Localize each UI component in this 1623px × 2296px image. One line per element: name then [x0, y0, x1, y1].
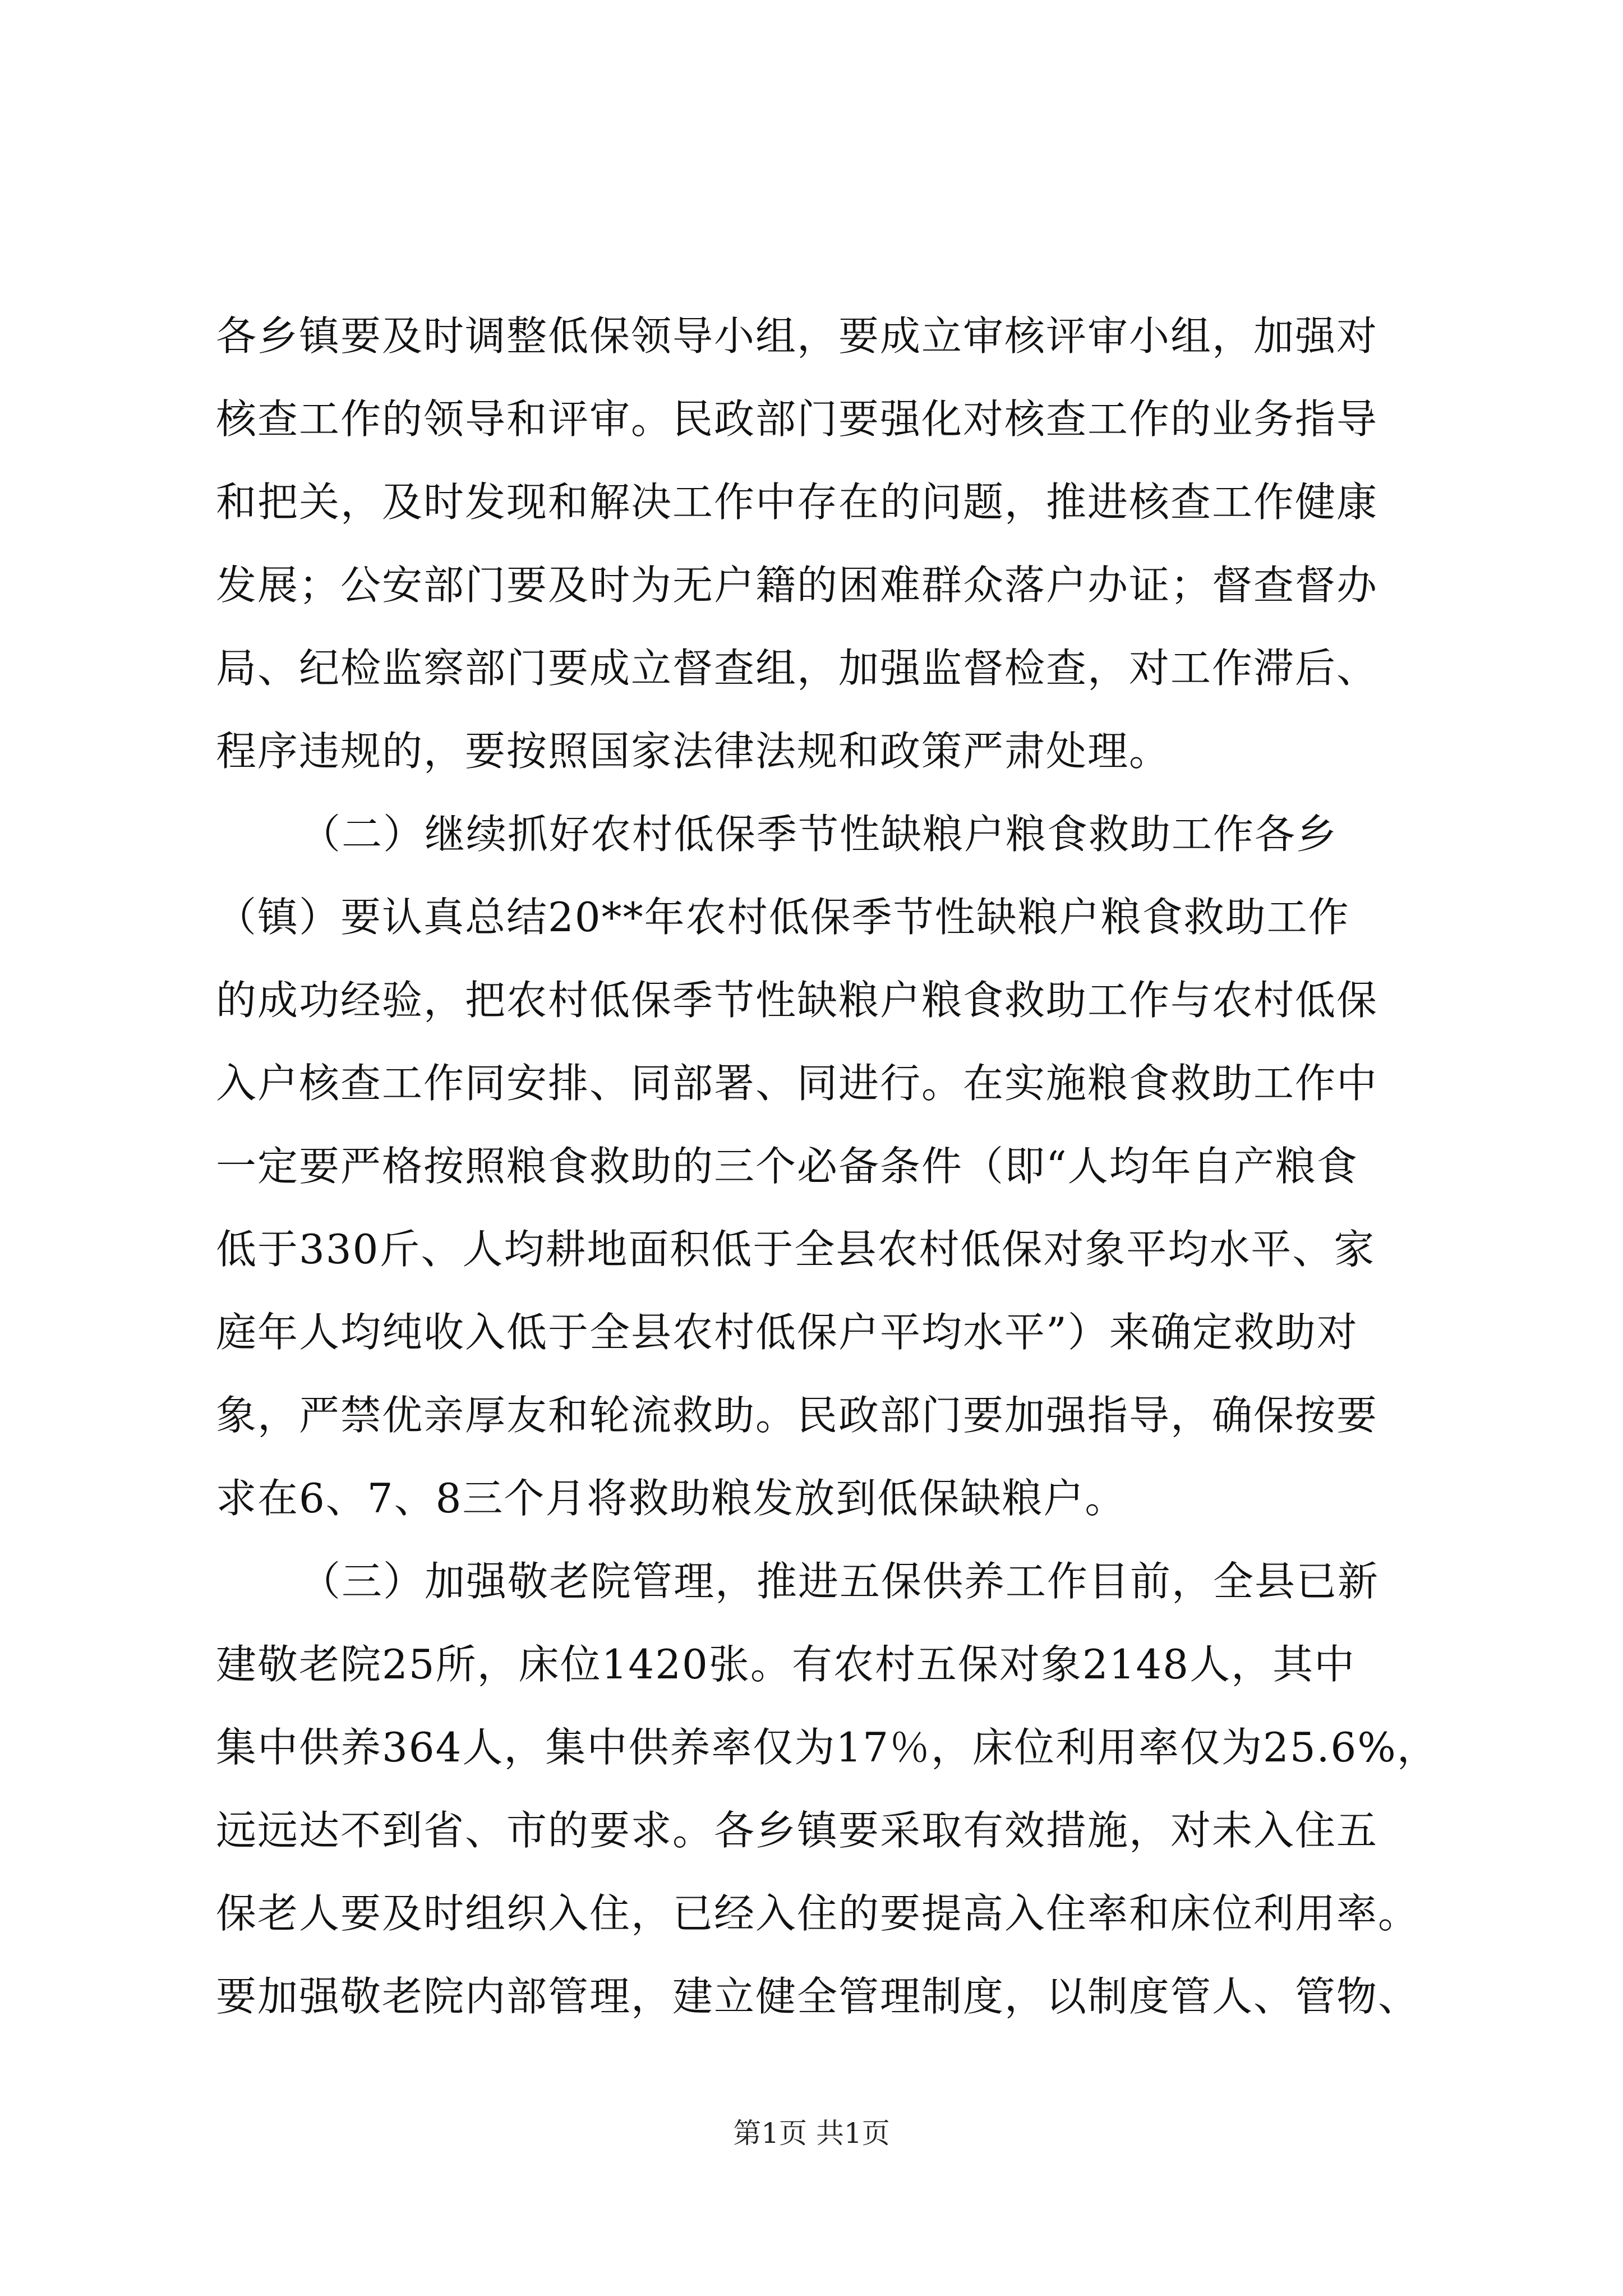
text-line: 要加强敬老院内部管理，建立健全管理制度，以制度管人、管物、 [216, 1973, 1420, 2020]
text-line: 程序违规的，要按照国家法律法规和政策严肃处理。 [216, 728, 1171, 775]
text-line: 求在6、7、8三个月将救助粮发放到低保缺粮户。 [216, 1475, 1127, 1522]
text-line: 庭年人均纯收入低于全县农村低保户平均水平”）来确定救助对 [216, 1309, 1358, 1356]
document-body [216, 295, 1467, 2038]
page-footer: 第1页 共1页 [733, 2117, 890, 2150]
text-line: 一定要严格按照粮食救助的三个必备条件（即“人均年自产粮食 [216, 1143, 1358, 1190]
text-line: 集中供养364人，集中供养率仅为17％，床位利用率仅为25.6%， [216, 1724, 1438, 1771]
paragraph-first-line: （三）加强敬老院管理，推进五保供养工作目前，全县已新 [300, 1558, 1380, 1605]
text-line: 象，严禁优亲厚友和轮流救助。民政部门要加强指导，确保按要 [216, 1392, 1378, 1439]
text-line: 入户核查工作同安排、同部署、同进行。在实施粮食救助工作中 [216, 1060, 1378, 1107]
text-line: 核查工作的领导和评审。民政部门要强化对核查工作的业务指导 [216, 395, 1378, 443]
paragraph-first-line: （二）继续抓好农村低保季节性缺粮户粮食救助工作各乡 [300, 811, 1338, 858]
text-line: 局、纪检监察部门要成立督查组，加强监督检查，对工作滞后、 [216, 645, 1378, 692]
text-line: 和把关，及时发现和解决工作中存在的问题，推进核查工作健康 [216, 478, 1378, 526]
text-line: 建敬老院25所，床位1420张。有农村五保对象2148人，其中 [216, 1641, 1356, 1688]
text-line: 保老人要及时组织入住，已经入住的要提高入住率和床位利用率。 [216, 1890, 1420, 1937]
text-line: 远远达不到省、市的要求。各乡镇要采取有效措施，对未入住五 [216, 1807, 1378, 1854]
text-line: 低于330斤、人均耕地面积低于全县农村低保对象平均水平、家 [216, 1226, 1376, 1273]
text-line: 的成功经验，把农村低保季节性缺粮户粮食救助工作与农村低保 [216, 977, 1378, 1024]
text-line: （镇）要认真总结20**年农村低保季节性缺粮户粮食救助工作 [216, 894, 1350, 941]
text-line: 各乡镇要及时调整低保领导小组，要成立审核评审小组，加强对 [216, 312, 1378, 360]
text-line: 发展；公安部门要及时为无户籍的困难群众落户办证；督查督办 [216, 562, 1378, 609]
